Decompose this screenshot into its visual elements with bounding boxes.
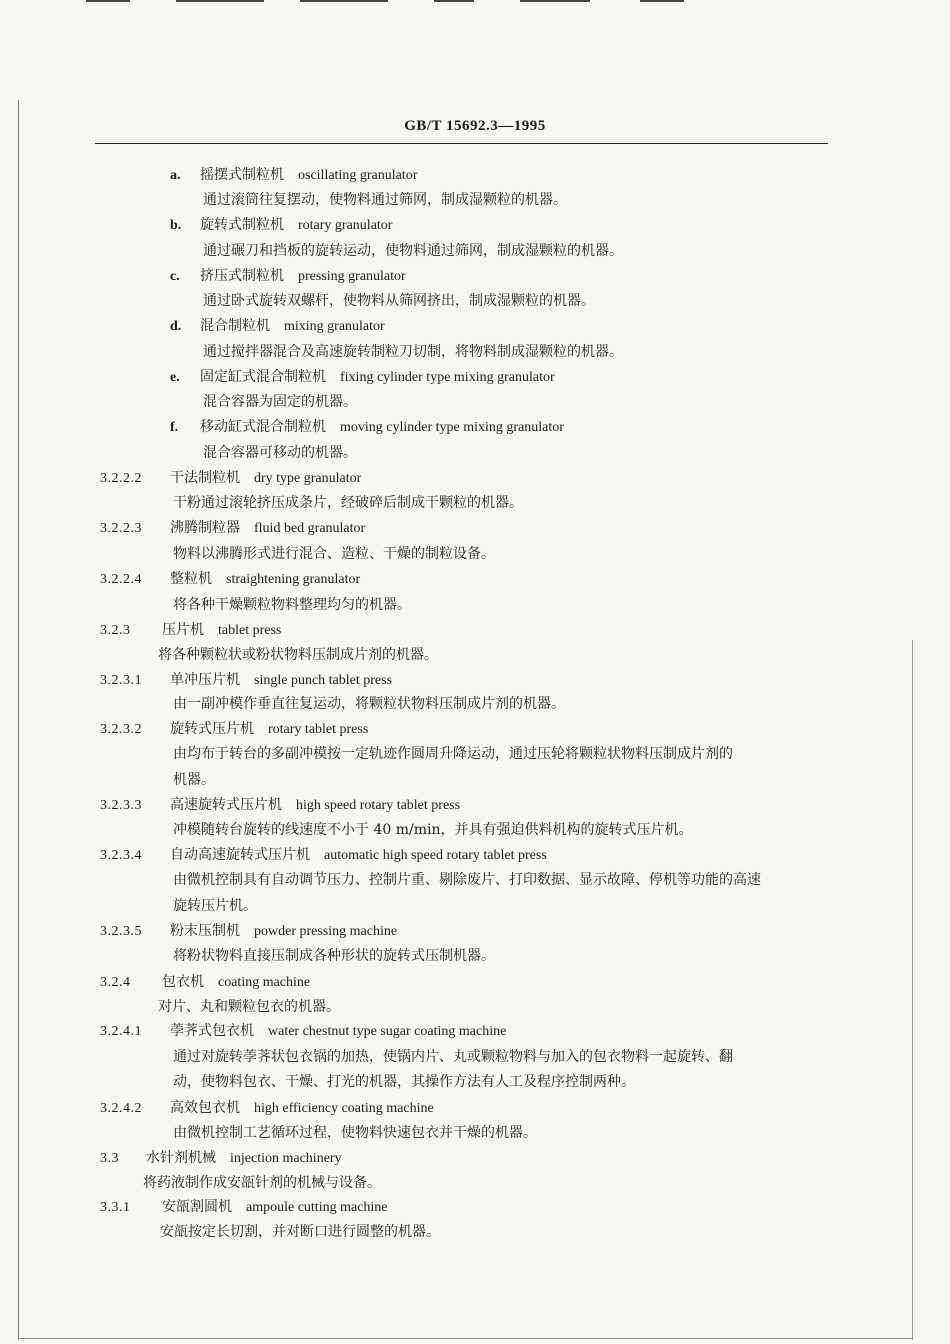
section-row [100,569,360,590]
page-bottom-edge [18,1338,913,1339]
page-left-edge [18,100,19,1340]
term-en: automatic high speed rotary tablet press [324,848,547,863]
standard-code-header: GB/T 15692.3—1995 [404,118,546,134]
term-en: straightening granulator [226,572,361,587]
term-cn: 压片机 [162,622,204,638]
term-cn: 自动高速旋转式压片机 [170,847,310,863]
term-desc: 干粉通过滚轮挤压成条片，经破碎后制成干颗粒的机器。 [173,495,523,511]
term-en: pressing granulator [298,269,406,284]
term-row [170,417,564,438]
term-desc: 通过滚筒往复摆动，使物料通过筛网，制成湿颗粒的机器。 [203,192,567,208]
term-en: oscillating granulator [298,168,418,183]
term-cn: 移动缸式混合制粒机 [200,419,326,435]
section-row [100,468,361,489]
term-desc: 由一副冲模作垂直往复运动，将颗粒状物料压制成片剂的机器。 [173,696,565,712]
term-en: ampoule cutting machine [246,1200,388,1215]
term-cn: 挤压式制粒机 [200,268,284,284]
term-row [170,316,385,337]
section-row [100,845,547,866]
term-cn: 单冲压片机 [170,672,240,688]
scan-top-edge [0,0,950,4]
term-cn: 整粒机 [170,571,212,587]
section-row [100,719,368,740]
section-number: 3.2.2.4 [100,572,142,587]
term-en: rotary tablet press [268,722,369,737]
term-en: powder pressing machine [254,924,398,939]
section-number: 3.2.3.4 [100,848,142,863]
term-cn: 旋转式压片机 [170,721,254,737]
term-desc: 混合容器为固定的机器。 [203,394,357,410]
section-number: 3.2.4.2 [100,1101,142,1116]
term-cn: 混合制粒机 [200,318,270,334]
item-label: d. [170,319,182,334]
page-right-edge [912,640,913,1340]
item-label: f. [170,420,179,435]
term-desc: 将各种颗粒状或粉状物料压制成片剂的机器。 [158,647,438,663]
section-row [100,1197,388,1218]
section-number: 3.2.4.1 [100,1024,142,1039]
section-number: 3.3 [100,1151,119,1166]
term-en: moving cylinder type mixing granulator [340,420,564,435]
term-en: injection machinery [230,1151,342,1166]
term-cn: 固定缸式混合制粒机 [200,369,326,385]
term-desc: 冲模随转台旋转的线速度不小于 40 m/min，并具有强迫供料机构的旋转式压片机。 [173,822,693,838]
term-en: tablet press [218,623,282,638]
section-number: 3.2.3.5 [100,924,142,939]
term-row [170,367,555,388]
term-desc-cont: 旋转压片机。 [173,898,257,914]
term-desc: 将药液制作成安瓿针剂的机械与设备。 [143,1175,381,1191]
term-en: single punch tablet press [254,673,393,688]
term-desc: 由微机控制工艺循环过程，使物料快速包衣并干燥的机器。 [173,1125,537,1141]
term-en: high speed rotary tablet press [296,798,461,813]
term-en: mixing granulator [284,319,385,334]
item-label: e. [170,370,180,385]
section-number: 3.2.3.3 [100,798,142,813]
term-desc: 将粉状物料直接压制成各种形状的旋转式压制机器。 [173,948,495,964]
term-desc: 安瓿按定长切割，并对断口进行圆整的机器。 [160,1224,440,1240]
term-desc: 物料以沸腾形式进行混合、造粒、干燥的制粒设备。 [173,546,495,562]
section-number: 3.2.3.1 [100,673,142,688]
section-row [100,1148,342,1169]
term-cn: 包衣机 [162,974,204,990]
section-row [100,1098,434,1119]
term-desc: 对片、丸和颗粒包衣的机器。 [158,999,340,1015]
header-rule [95,143,828,144]
term-cn: 荸荠式包衣机 [170,1023,254,1039]
term-cn: 水针剂机械 [146,1150,216,1166]
term-desc-cont: 动，使物料包衣、干燥、打光的机器，其操作方法有人工及程序控制两种。 [173,1074,635,1090]
term-en: water chestnut type sugar coating machine [268,1024,507,1039]
term-desc: 通过对旋转荸荠状包衣锅的加热，使锅内片、丸或颗粒物料与加入的包衣物料一起旋转、翻 [173,1049,733,1065]
term-desc: 通过碾刀和挡板的旋转运动，使物料通过筛网，制成湿颗粒的机器。 [203,243,623,259]
section-number: 3.3.1 [100,1200,131,1215]
section-row [100,921,397,942]
term-desc: 由微机控制具有自动调节压力、控制片重、剔除废片、打印数据、显示故障、停机等功能的高速 [173,872,761,888]
section-number: 3.2.3.2 [100,722,142,737]
section-row [100,1021,506,1042]
term-cn: 旋转式制粒机 [200,217,284,233]
section-row [100,670,392,691]
term-row [170,266,406,287]
term-cn: 摇摆式制粒机 [200,167,284,183]
term-desc: 混合容器可移动的机器。 [203,445,357,461]
section-row [100,972,310,993]
term-desc: 将各种干燥颗粒物料整理均匀的机器。 [173,597,411,613]
term-en: coating machine [218,975,311,990]
term-cn: 安瓿割圆机 [162,1199,232,1215]
section-number: 3.2.2.2 [100,471,142,486]
item-label: a. [170,168,181,183]
term-row [170,165,417,186]
section-row [100,518,365,539]
term-desc-cont: 机器。 [173,772,215,788]
section-row [100,620,281,641]
term-en: fixing cylinder type mixing granulator [340,370,555,385]
term-desc: 通过卧式旋转双螺杆，使物料从筛网挤出，制成湿颗粒的机器。 [203,293,595,309]
term-row [170,215,392,236]
term-cn: 高效包衣机 [170,1100,240,1116]
term-cn: 干法制粒机 [170,470,240,486]
term-cn: 高速旋转式压片机 [170,797,282,813]
term-en: high efficiency coating machine [254,1101,434,1116]
term-desc: 通过搅拌器混合及高速旋转制粒刀切制，将物料制成湿颗粒的机器。 [203,344,623,360]
section-row [100,795,460,816]
section-number: 3.2.2.3 [100,521,142,536]
term-en: fluid bed granulator [254,521,366,536]
section-number: 3.2.3 [100,623,131,638]
term-cn: 沸腾制粒器 [170,520,240,536]
term-en: dry type granulator [254,471,362,486]
item-label: c. [170,269,180,284]
section-number: 3.2.4 [100,975,131,990]
item-label: b. [170,218,182,233]
term-cn: 粉末压制机 [170,923,240,939]
term-en: rotary granulator [298,218,393,233]
term-desc: 由均布于转台的多副冲模按一定轨迹作圆周升降运动，通过压轮将颗粒状物料压制成片剂的 [173,746,733,762]
